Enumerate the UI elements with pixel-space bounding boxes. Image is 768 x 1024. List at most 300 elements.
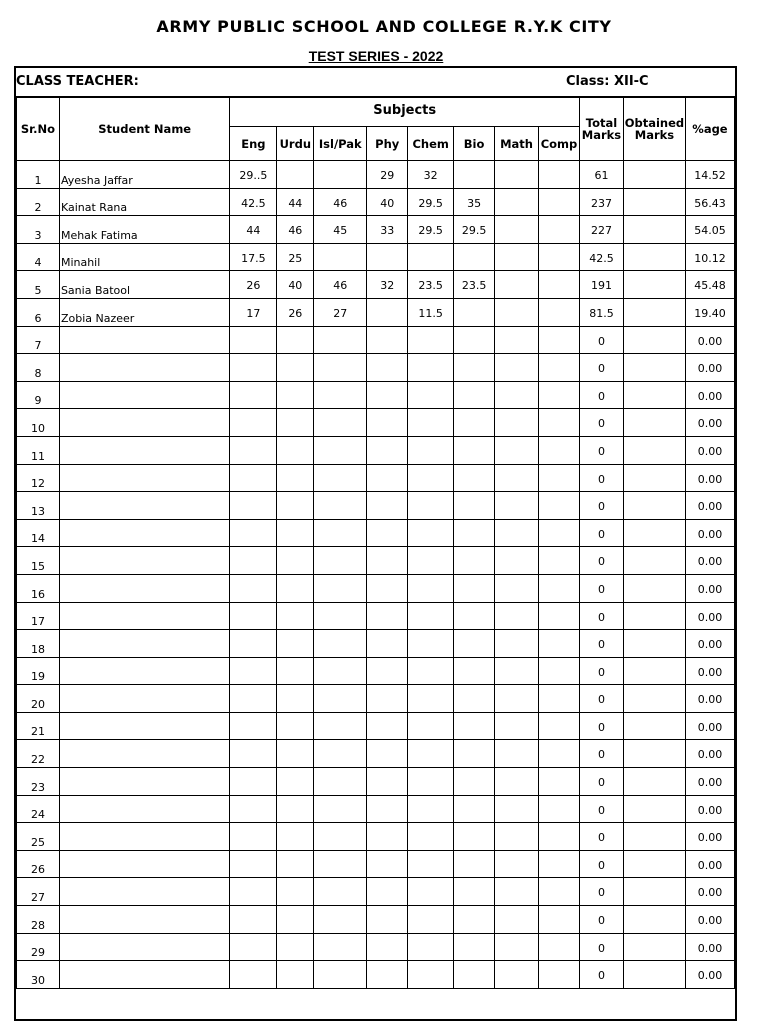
subject-mark-cell — [314, 574, 367, 602]
marks-table — [16, 97, 735, 989]
subject-mark-cell — [367, 243, 408, 271]
sr-no-cell: 18 — [17, 630, 60, 658]
table-row — [17, 574, 735, 602]
student-name-cell — [59, 961, 229, 989]
percentage-cell: 0.00 — [685, 850, 734, 878]
subject-mark-cell — [539, 630, 580, 658]
total-marks-cell: 0 — [579, 878, 623, 906]
subject-mark-cell — [367, 574, 408, 602]
subject-mark-cell — [367, 492, 408, 520]
student-name-cell — [59, 906, 229, 934]
obtained-marks-cell — [623, 492, 685, 520]
test-series-title: TEST SERIES - 2022 — [308, 48, 444, 64]
subject-mark-cell — [367, 354, 408, 382]
subject-mark-cell — [314, 657, 367, 685]
subject-mark-cell — [314, 685, 367, 713]
total-marks-cell: 0 — [579, 933, 623, 961]
percentage-cell: 14.52 — [685, 161, 734, 189]
subject-mark-cell — [495, 878, 539, 906]
subject-mark-cell — [367, 519, 408, 547]
obtained-marks-header-line1: Obtained — [624, 116, 685, 130]
sheet-info-bar — [16, 68, 735, 97]
table-row — [17, 188, 735, 216]
total-marks-cell: 191 — [579, 271, 623, 299]
subject-mark-cell — [314, 492, 367, 520]
subject-mark-cell — [367, 850, 408, 878]
table-row — [17, 464, 735, 492]
subject-mark-cell — [277, 906, 314, 934]
sr-no-cell: 25 — [17, 823, 60, 851]
subject-mark-cell — [277, 574, 314, 602]
subject-mark-cell — [539, 436, 580, 464]
sr-no-cell: 24 — [17, 795, 60, 823]
obtained-marks-cell — [623, 850, 685, 878]
subject-mark-cell — [454, 464, 495, 492]
school-title: ARMY PUBLIC SCHOOL AND COLLEGE R.Y.K CITY — [156, 17, 612, 36]
subject-mark-cell — [454, 326, 495, 354]
student-name-cell — [59, 326, 229, 354]
sr-no-cell: 10 — [17, 409, 60, 437]
obtained-marks-cell — [623, 630, 685, 658]
student-name-cell — [59, 712, 229, 740]
subject-mark-cell: 44 — [277, 188, 314, 216]
subject-mark-cell — [408, 409, 454, 437]
subject-mark-cell — [277, 961, 314, 989]
subject-mark-cell — [314, 464, 367, 492]
student-name-cell — [59, 602, 229, 630]
subject-mark-cell — [495, 933, 539, 961]
subject-mark-cell — [230, 795, 277, 823]
sr-no-cell: 28 — [17, 906, 60, 934]
table-row — [17, 933, 735, 961]
total-marks-cell: 0 — [579, 906, 623, 934]
total-marks-cell: 0 — [579, 547, 623, 575]
obtained-marks-cell — [623, 271, 685, 299]
total-marks-cell: 0 — [579, 740, 623, 768]
sr-no-cell: 11 — [17, 436, 60, 464]
total-marks-cell: 0 — [579, 602, 623, 630]
percentage-cell: 45.48 — [685, 271, 734, 299]
percentage-cell: 0.00 — [685, 906, 734, 934]
subject-mark-cell — [314, 409, 367, 437]
subject-mark-cell — [454, 961, 495, 989]
subject-mark-cell — [408, 712, 454, 740]
subject-mark-cell — [367, 961, 408, 989]
subject-mark-cell — [230, 657, 277, 685]
subject-mark-cell — [277, 878, 314, 906]
subject-mark-cell: 33 — [367, 216, 408, 244]
student-name-cell — [59, 409, 229, 437]
table-row — [17, 712, 735, 740]
subject-mark-cell — [367, 464, 408, 492]
subject-header-phy: Phy — [367, 127, 408, 161]
table-row — [17, 630, 735, 658]
subject-mark-cell — [277, 381, 314, 409]
student-name-cell — [59, 878, 229, 906]
subject-mark-cell — [539, 823, 580, 851]
subject-mark-cell — [539, 933, 580, 961]
subject-mark-cell — [230, 740, 277, 768]
table-row — [17, 354, 735, 382]
subject-mark-cell — [277, 492, 314, 520]
student-name-cell: Sania Batool — [59, 271, 229, 299]
subject-mark-cell — [367, 823, 408, 851]
subject-mark-cell — [539, 574, 580, 602]
subject-mark-cell: 27 — [314, 298, 367, 326]
percentage-cell: 0.00 — [685, 409, 734, 437]
table-row — [17, 492, 735, 520]
table-row — [17, 878, 735, 906]
subject-mark-cell — [408, 326, 454, 354]
obtained-marks-cell — [623, 823, 685, 851]
subject-mark-cell — [277, 547, 314, 575]
sr-no-cell: 29 — [17, 933, 60, 961]
total-marks-cell: 0 — [579, 850, 623, 878]
subject-mark-cell — [495, 188, 539, 216]
subject-mark-cell — [495, 740, 539, 768]
student-name-cell — [59, 436, 229, 464]
subject-mark-cell — [277, 657, 314, 685]
table-header — [17, 98, 735, 161]
subject-mark-cell — [454, 740, 495, 768]
obtained-marks-cell — [623, 354, 685, 382]
percentage-cell: 56.43 — [685, 188, 734, 216]
subject-mark-cell — [314, 547, 367, 575]
total-marks-cell: 237 — [579, 188, 623, 216]
percentage-cell: 0.00 — [685, 354, 734, 382]
percentage-cell: 0.00 — [685, 630, 734, 658]
class-teacher-label: CLASS TEACHER: — [16, 74, 139, 89]
sr-no-cell: 16 — [17, 574, 60, 602]
table-row — [17, 685, 735, 713]
subject-mark-cell — [454, 933, 495, 961]
student-name-cell — [59, 823, 229, 851]
sr-no-cell: 26 — [17, 850, 60, 878]
subject-mark-cell — [495, 906, 539, 934]
subject-mark-cell — [230, 574, 277, 602]
sr-no-cell: 3 — [17, 216, 60, 244]
obtained-marks-cell — [623, 712, 685, 740]
total-marks-cell: 0 — [579, 795, 623, 823]
subject-mark-cell — [539, 271, 580, 299]
subject-mark-cell — [495, 685, 539, 713]
subject-mark-cell: 11.5 — [408, 298, 454, 326]
obtained-marks-cell — [623, 409, 685, 437]
subject-mark-cell — [314, 243, 367, 271]
table-row — [17, 602, 735, 630]
subject-mark-cell — [408, 657, 454, 685]
student-name-cell — [59, 381, 229, 409]
student-name-cell: Mehak Fatima — [59, 216, 229, 244]
subject-mark-cell — [495, 823, 539, 851]
subject-mark-cell — [495, 271, 539, 299]
subject-mark-cell — [367, 878, 408, 906]
subject-mark-cell — [277, 161, 314, 189]
subject-mark-cell — [230, 906, 277, 934]
sr-no-cell: 17 — [17, 602, 60, 630]
obtained-marks-cell — [623, 795, 685, 823]
total-marks-cell: 0 — [579, 574, 623, 602]
subject-mark-cell: 44 — [230, 216, 277, 244]
sr-no-cell: 23 — [17, 768, 60, 796]
obtained-marks-cell — [623, 906, 685, 934]
student-name-cell — [59, 768, 229, 796]
subject-mark-cell — [367, 712, 408, 740]
subject-mark-cell: 29.5 — [408, 216, 454, 244]
table-row — [17, 850, 735, 878]
percentage-cell: 0.00 — [685, 381, 734, 409]
percentage-cell: 0.00 — [685, 961, 734, 989]
percentage-cell: 0.00 — [685, 685, 734, 713]
subject-mark-cell — [454, 409, 495, 437]
subject-mark-cell — [454, 243, 495, 271]
subject-mark-cell: 23.5 — [454, 271, 495, 299]
percentage-cell: 0.00 — [685, 464, 734, 492]
total-marks-cell: 0 — [579, 630, 623, 658]
sr-no-cell: 27 — [17, 878, 60, 906]
subject-mark-cell — [408, 685, 454, 713]
subject-mark-cell — [277, 519, 314, 547]
obtained-marks-cell — [623, 326, 685, 354]
total-marks-header-line1: Total — [585, 116, 618, 130]
subject-mark-cell — [277, 630, 314, 658]
percentage-cell: 0.00 — [685, 768, 734, 796]
subject-mark-cell — [277, 850, 314, 878]
total-marks-cell: 0 — [579, 961, 623, 989]
sr-no-cell: 30 — [17, 961, 60, 989]
subject-mark-cell — [495, 298, 539, 326]
subject-mark-cell — [539, 795, 580, 823]
subject-mark-cell — [367, 436, 408, 464]
subject-mark-cell — [367, 547, 408, 575]
subject-mark-cell — [314, 878, 367, 906]
obtained-marks-cell — [623, 188, 685, 216]
total-marks-cell: 0 — [579, 492, 623, 520]
student-name-cell — [59, 492, 229, 520]
subject-mark-cell — [539, 381, 580, 409]
student-name-cell — [59, 795, 229, 823]
table-row — [17, 243, 735, 271]
student-name-cell — [59, 630, 229, 658]
subject-mark-cell — [314, 436, 367, 464]
subject-mark-cell — [454, 492, 495, 520]
obtained-marks-header-line2: Marks — [634, 128, 675, 142]
subject-mark-cell — [408, 878, 454, 906]
subject-mark-cell: 45 — [314, 216, 367, 244]
subject-mark-cell — [495, 216, 539, 244]
student-name-cell — [59, 464, 229, 492]
subject-mark-cell — [277, 602, 314, 630]
subject-mark-cell — [277, 933, 314, 961]
subject-mark-cell — [539, 657, 580, 685]
subject-mark-cell: 25 — [277, 243, 314, 271]
subject-mark-cell: 29.5 — [454, 216, 495, 244]
obtained-marks-cell — [623, 519, 685, 547]
subject-mark-cell — [408, 768, 454, 796]
student-name-header: Student Name — [59, 98, 229, 161]
subject-mark-cell — [277, 464, 314, 492]
subject-mark-cell — [454, 657, 495, 685]
obtained-marks-cell — [623, 878, 685, 906]
obtained-marks-cell — [623, 298, 685, 326]
subject-mark-cell — [367, 630, 408, 658]
subject-mark-cell: 23.5 — [408, 271, 454, 299]
subject-mark-cell — [495, 326, 539, 354]
subject-mark-cell — [408, 574, 454, 602]
subject-mark-cell — [539, 409, 580, 437]
subject-header-urdu: Urdu — [277, 127, 314, 161]
obtained-marks-cell — [623, 464, 685, 492]
total-marks-cell: 0 — [579, 354, 623, 382]
subject-mark-cell — [454, 850, 495, 878]
percentage-cell: 0.00 — [685, 795, 734, 823]
subject-mark-cell — [539, 768, 580, 796]
subject-mark-cell: 42.5 — [230, 188, 277, 216]
total-marks-cell: 0 — [579, 519, 623, 547]
subject-mark-cell — [367, 381, 408, 409]
table-row — [17, 961, 735, 989]
subject-mark-cell — [367, 740, 408, 768]
subject-mark-cell — [230, 547, 277, 575]
subject-mark-cell — [314, 906, 367, 934]
table-row — [17, 795, 735, 823]
percentage-header: %age — [685, 98, 734, 161]
subject-mark-cell — [454, 712, 495, 740]
subject-mark-cell — [314, 381, 367, 409]
subject-mark-cell: 17.5 — [230, 243, 277, 271]
subject-mark-cell: 26 — [230, 271, 277, 299]
subject-mark-cell — [277, 740, 314, 768]
subject-mark-cell — [495, 850, 539, 878]
subject-mark-cell — [230, 823, 277, 851]
subject-mark-cell — [230, 492, 277, 520]
table-row — [17, 768, 735, 796]
subject-mark-cell — [277, 795, 314, 823]
subject-mark-cell — [367, 768, 408, 796]
subject-mark-cell — [539, 685, 580, 713]
subject-mark-cell — [539, 188, 580, 216]
subject-mark-cell — [230, 768, 277, 796]
subject-mark-cell — [495, 602, 539, 630]
subjects-header: Subjects — [230, 98, 580, 127]
obtained-marks-header — [623, 98, 685, 161]
percentage-cell: 0.00 — [685, 657, 734, 685]
subject-mark-cell — [230, 381, 277, 409]
subject-mark-cell: 40 — [367, 188, 408, 216]
total-marks-cell: 0 — [579, 768, 623, 796]
percentage-cell: 0.00 — [685, 712, 734, 740]
subject-mark-cell — [277, 685, 314, 713]
subject-mark-cell — [539, 216, 580, 244]
subject-mark-cell — [277, 354, 314, 382]
subject-mark-cell — [454, 547, 495, 575]
table-row — [17, 409, 735, 437]
subject-mark-cell — [314, 740, 367, 768]
subject-mark-cell — [495, 354, 539, 382]
subject-mark-cell — [454, 381, 495, 409]
subject-mark-cell — [230, 464, 277, 492]
student-name-cell — [59, 657, 229, 685]
subject-mark-cell — [367, 933, 408, 961]
subject-mark-cell — [314, 354, 367, 382]
subject-mark-cell: 17 — [230, 298, 277, 326]
subject-mark-cell: 29 — [367, 161, 408, 189]
student-name-cell — [59, 685, 229, 713]
subject-mark-cell — [454, 436, 495, 464]
subject-mark-cell — [230, 436, 277, 464]
subject-mark-cell — [454, 685, 495, 713]
subject-mark-cell — [495, 961, 539, 989]
subject-mark-cell — [539, 961, 580, 989]
subject-mark-cell — [539, 326, 580, 354]
result-sheet — [14, 66, 737, 1021]
table-row — [17, 740, 735, 768]
sr-no-header: Sr.No — [17, 98, 60, 161]
subject-mark-cell — [495, 436, 539, 464]
subject-mark-cell — [408, 795, 454, 823]
sr-no-cell: 9 — [17, 381, 60, 409]
percentage-cell: 10.12 — [685, 243, 734, 271]
subject-mark-cell — [408, 243, 454, 271]
subject-mark-cell — [314, 602, 367, 630]
subject-mark-cell — [314, 712, 367, 740]
percentage-cell: 0.00 — [685, 740, 734, 768]
subject-header-comp: Comp — [539, 127, 580, 161]
subject-mark-cell — [408, 850, 454, 878]
student-name-cell — [59, 850, 229, 878]
student-name-cell — [59, 740, 229, 768]
subject-mark-cell — [454, 602, 495, 630]
obtained-marks-cell — [623, 933, 685, 961]
sr-no-cell: 19 — [17, 657, 60, 685]
obtained-marks-cell — [623, 381, 685, 409]
percentage-cell: 0.00 — [685, 326, 734, 354]
subject-mark-cell — [454, 574, 495, 602]
subject-mark-cell — [408, 547, 454, 575]
subject-mark-cell: 46 — [277, 216, 314, 244]
subject-header-islpak: Isl/Pak — [314, 127, 367, 161]
subject-mark-cell — [495, 712, 539, 740]
percentage-cell: 0.00 — [685, 602, 734, 630]
obtained-marks-cell — [623, 685, 685, 713]
subject-mark-cell — [454, 823, 495, 851]
subject-mark-cell — [277, 409, 314, 437]
obtained-marks-cell — [623, 216, 685, 244]
subject-mark-cell — [454, 519, 495, 547]
table-row — [17, 823, 735, 851]
subject-header-math: Math — [495, 127, 539, 161]
table-row — [17, 547, 735, 575]
total-marks-cell: 0 — [579, 712, 623, 740]
subject-mark-cell — [314, 933, 367, 961]
subject-mark-cell — [495, 657, 539, 685]
subject-mark-cell — [277, 712, 314, 740]
obtained-marks-cell — [623, 161, 685, 189]
subject-mark-cell — [314, 161, 367, 189]
subject-mark-cell — [454, 906, 495, 934]
total-marks-cell: 0 — [579, 823, 623, 851]
subject-mark-cell — [539, 298, 580, 326]
obtained-marks-cell — [623, 740, 685, 768]
subject-mark-cell — [367, 298, 408, 326]
subject-mark-cell — [367, 657, 408, 685]
subject-mark-cell — [495, 409, 539, 437]
subject-mark-cell — [539, 161, 580, 189]
subject-mark-cell — [495, 161, 539, 189]
obtained-marks-cell — [623, 961, 685, 989]
subject-mark-cell — [277, 768, 314, 796]
sr-no-cell: 15 — [17, 547, 60, 575]
